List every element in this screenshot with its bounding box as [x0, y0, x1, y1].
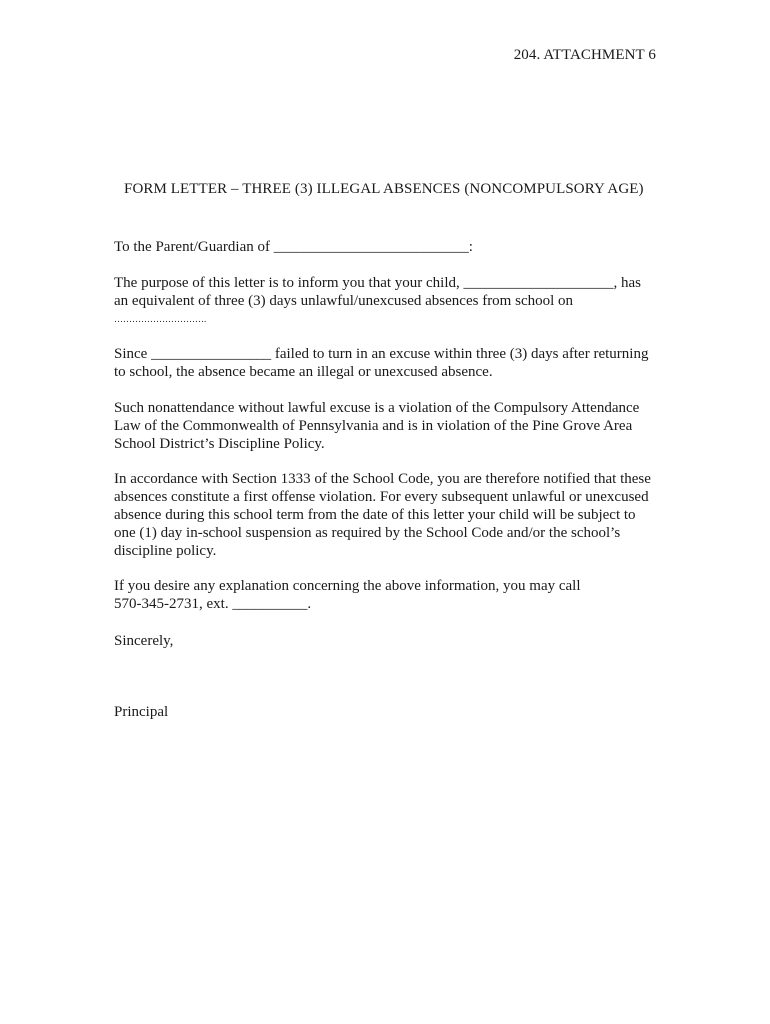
- accordance-line-3: absence during this school term from the date of this letter your child will be subject to: [114, 507, 636, 523]
- purpose-paragraph: [114, 274, 659, 328]
- letter-title: FORM LETTER – THREE (3) ILLEGAL ABSENCES (NONCOMPULSORY AGE): [124, 181, 644, 197]
- page-header: 204. ATTACHMENT 6: [513, 47, 656, 63]
- salutation-line: To the Parent/Guardian of __________________________:: [114, 239, 473, 255]
- purpose-line-2: an equivalent of three (3) days unlawful/unexcused absences from school on: [114, 293, 574, 309]
- accordance-line-4: one (1) day in-school suspension as required by the School Code and/or the school’s: [114, 525, 621, 541]
- violation-paragraph: [114, 399, 659, 453]
- since-paragraph: [114, 345, 659, 381]
- signature-text: Principal: [114, 704, 169, 720]
- accordance-line-1: In accordance with Section 1333 of the School Code, you are therefore notified that these: [114, 471, 651, 487]
- salutation: [114, 238, 659, 256]
- violation-line-2: Law of the Commonwealth of Pennsylvania and is in violation of the Pine Grove Area: [114, 418, 633, 434]
- violation-line-1: Such nonattendance without lawful excuse is a violation of the Compulsory Attendance: [114, 400, 640, 416]
- accordance-paragraph: [114, 470, 659, 560]
- explanation-line-2: 570-345-2731, ext. __________.: [114, 596, 312, 612]
- signature-title: [114, 703, 659, 721]
- accordance-line-5: discipline policy.: [114, 543, 217, 559]
- explanation-line-1: If you desire any explanation concerning the above information, you may call: [114, 578, 581, 594]
- explanation-paragraph: [114, 577, 659, 613]
- accordance-line-2: absences constitute a first offense violation. For every subsequent unlawful or unexcused: [114, 489, 649, 505]
- purpose-line-3: ………………………….: [114, 314, 207, 324]
- closing: [114, 632, 659, 650]
- since-line-2: to school, the absence became an illegal or unexcused absence.: [114, 364, 493, 380]
- closing-text: Sincerely,: [114, 633, 174, 649]
- purpose-line-1: The purpose of this letter is to inform you that your child, ____________________, has: [114, 275, 642, 291]
- since-line-1: Since ________________ failed to turn in an excuse within three (3) days after returning: [114, 346, 649, 362]
- violation-line-3: School District’s Discipline Policy.: [114, 436, 325, 452]
